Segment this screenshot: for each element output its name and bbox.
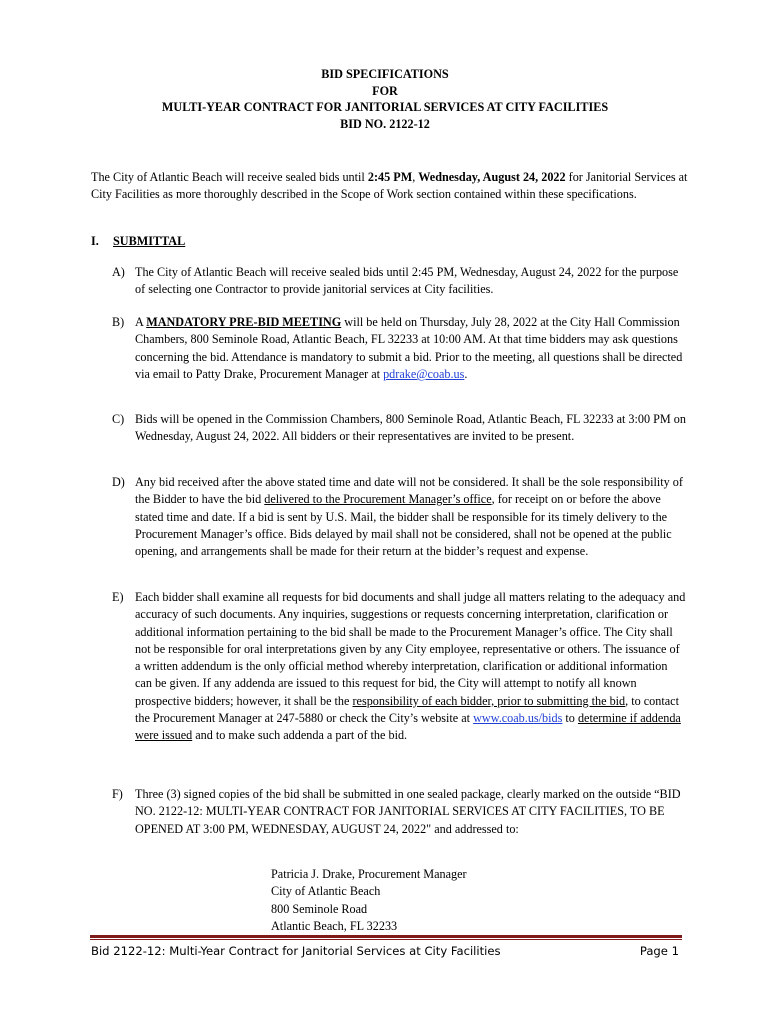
section-title: SUBMITTAL — [113, 234, 186, 248]
item-text-main: will be held on Thursday, July 28, 2022 at the City Hall Commission Chambers, 800 Seminole Road, Atlantic Beach, FL 32233 at 10:00 AM. At that time bidders may ask questions concerning the bid. Attendance is mandatory to submit a bid. Prior to the meeting, all questions shall be directed via email to Patty Drake, Procurement Manager at — [135, 315, 683, 381]
item-text: Three (3) signed copies of the bid shall be submitted in one sealed package, clearly marked on the outside “BID NO. 2122-12: MULTI-YEAR CONTRACT FOR JANITORIAL SERVICES AT CITY FACILITIES, TO BE OPENED AT 3:00 PM, WEDNESDAY, AUGUST 24, 2022" and addressed to: — [135, 787, 681, 836]
item-text-post: and to make such addenda a part of the bid. — [192, 728, 408, 743]
item-text-mid-2: to — [562, 711, 578, 726]
footer-divider-thin — [90, 939, 682, 940]
item-letter: E) — [112, 590, 124, 604]
item-text-mid: , to contact the Procurement Manager at 247-5880 or check the City’s website at — [135, 693, 679, 726]
list-item-f — [112, 786, 687, 838]
address-line-1: Patricia J. Drake, Procurement Manager — [271, 867, 467, 881]
list-item-a — [112, 264, 687, 299]
item-text-pre: A — [135, 315, 147, 329]
address-line-4: Atlantic Beach, FL 32233 — [271, 918, 398, 933]
item-text — [135, 474, 687, 560]
item-text: Bids will be opened in the Commission Chambers, 800 Seminole Road, Atlantic Beach, FL 32233 at 3:00 PM on Wednesday, August 24, 2022. All bidders or their representatives are invited to be present. — [135, 412, 686, 444]
intro-text-1: The City of Atlantic Beach will receive sealed bids until — [91, 170, 368, 184]
intro-text-2: for Janitorial Services at City Facilities as more thoroughly described in the Scope of Work section contained within these specifications. — [91, 170, 688, 202]
item-text-underlined: delivered to the Procurement Manager’s office — [264, 492, 492, 507]
item-letter: A) — [112, 265, 125, 279]
list-item-c — [112, 411, 687, 446]
item-letter: C) — [112, 412, 125, 426]
list-item-d — [112, 474, 687, 560]
item-text: The City of Atlantic Beach will receive sealed bids until 2:45 PM, Wednesday, August 24, 2022 for the purpose of selecting one Contractor to provide janitorial services at City facilities. — [135, 265, 679, 297]
item-text-end: . — [464, 366, 468, 381]
website-link[interactable]: www.coab.us/bids — [473, 711, 563, 726]
item-text — [135, 589, 687, 745]
title-line-2: FOR — [372, 83, 398, 98]
address-line-2: City of Atlantic Beach — [271, 884, 381, 899]
title-line-1: BID SPECIFICATIONS — [321, 67, 449, 81]
item-letter: B) — [112, 315, 125, 329]
address-line-3: 800 Seminole Road — [271, 901, 368, 916]
item-text-underlined-2: determine if addenda were issued — [135, 711, 681, 743]
mandatory-meeting-label: MANDATORY PRE-BID MEETING — [146, 315, 342, 329]
title-line-4: BID NO. 2122-12 — [340, 116, 430, 131]
section-number: I. — [91, 234, 99, 248]
section-heading — [91, 234, 185, 249]
email-link[interactable]: pdrake@coab.us — [383, 366, 465, 381]
intro-date: Wednesday, August 24, 2022 — [418, 170, 566, 184]
item-letter: F) — [112, 787, 123, 801]
title-line-3: MULTI-YEAR CONTRACT FOR JANITORIAL SERVICES AT CITY FACILITIES — [161, 100, 609, 115]
item-text-pre: Each bidder shall examine all requests for bid documents and shall judge all matters relating to the adequacy and accuracy of such documents. Any inquiries, suggestions or requests concerning interpretation, clarification or additional information pertaining to the bid shall be made to the Procurement Manager’s office. The City shall not be responsible for oral interpretations given by any City employee, representative or others. The issuance of a written addendum is the only official method whereby interpretation, clarification or additional information can be given. If any addenda are issued to this request for bid, the City will attempt to notify all known prospective bidders; however, it shall be the — [135, 590, 686, 708]
list-item-b — [112, 314, 687, 383]
intro-time: 2:45 PM — [367, 170, 413, 184]
item-text-post: , for receipt on or before the above stated time and date. If a bid is sent by U.S. Mail, the bidder shall be responsible for its timely delivery to the Procurement Manager’s office. Bids delayed by mail shall not be considered, shall not be opened at the public opening, and arrangements shall be made for their return at the bidder’s request and expense. — [135, 492, 672, 559]
mailing-address — [271, 866, 467, 935]
footer-title: Bid 2122-12: Multi-Year Contract for Janitorial Services at City Facilities — [91, 944, 501, 958]
list-item-e — [112, 589, 687, 745]
item-letter: D) — [112, 475, 125, 489]
item-text-underlined-1: responsibility of each bidder, prior to submitting the bid — [352, 693, 626, 708]
document-title — [60, 66, 710, 132]
intro-paragraph — [91, 169, 696, 204]
item-text — [135, 314, 687, 383]
intro-comma: , — [412, 170, 419, 184]
item-text-pre: Any bid received after the above stated time and date will not be considered. It shall be the sole responsibility of the Bidder to have the bid — [135, 475, 683, 507]
page-number: Page 1 — [639, 944, 679, 958]
footer-divider-thick — [90, 935, 682, 938]
